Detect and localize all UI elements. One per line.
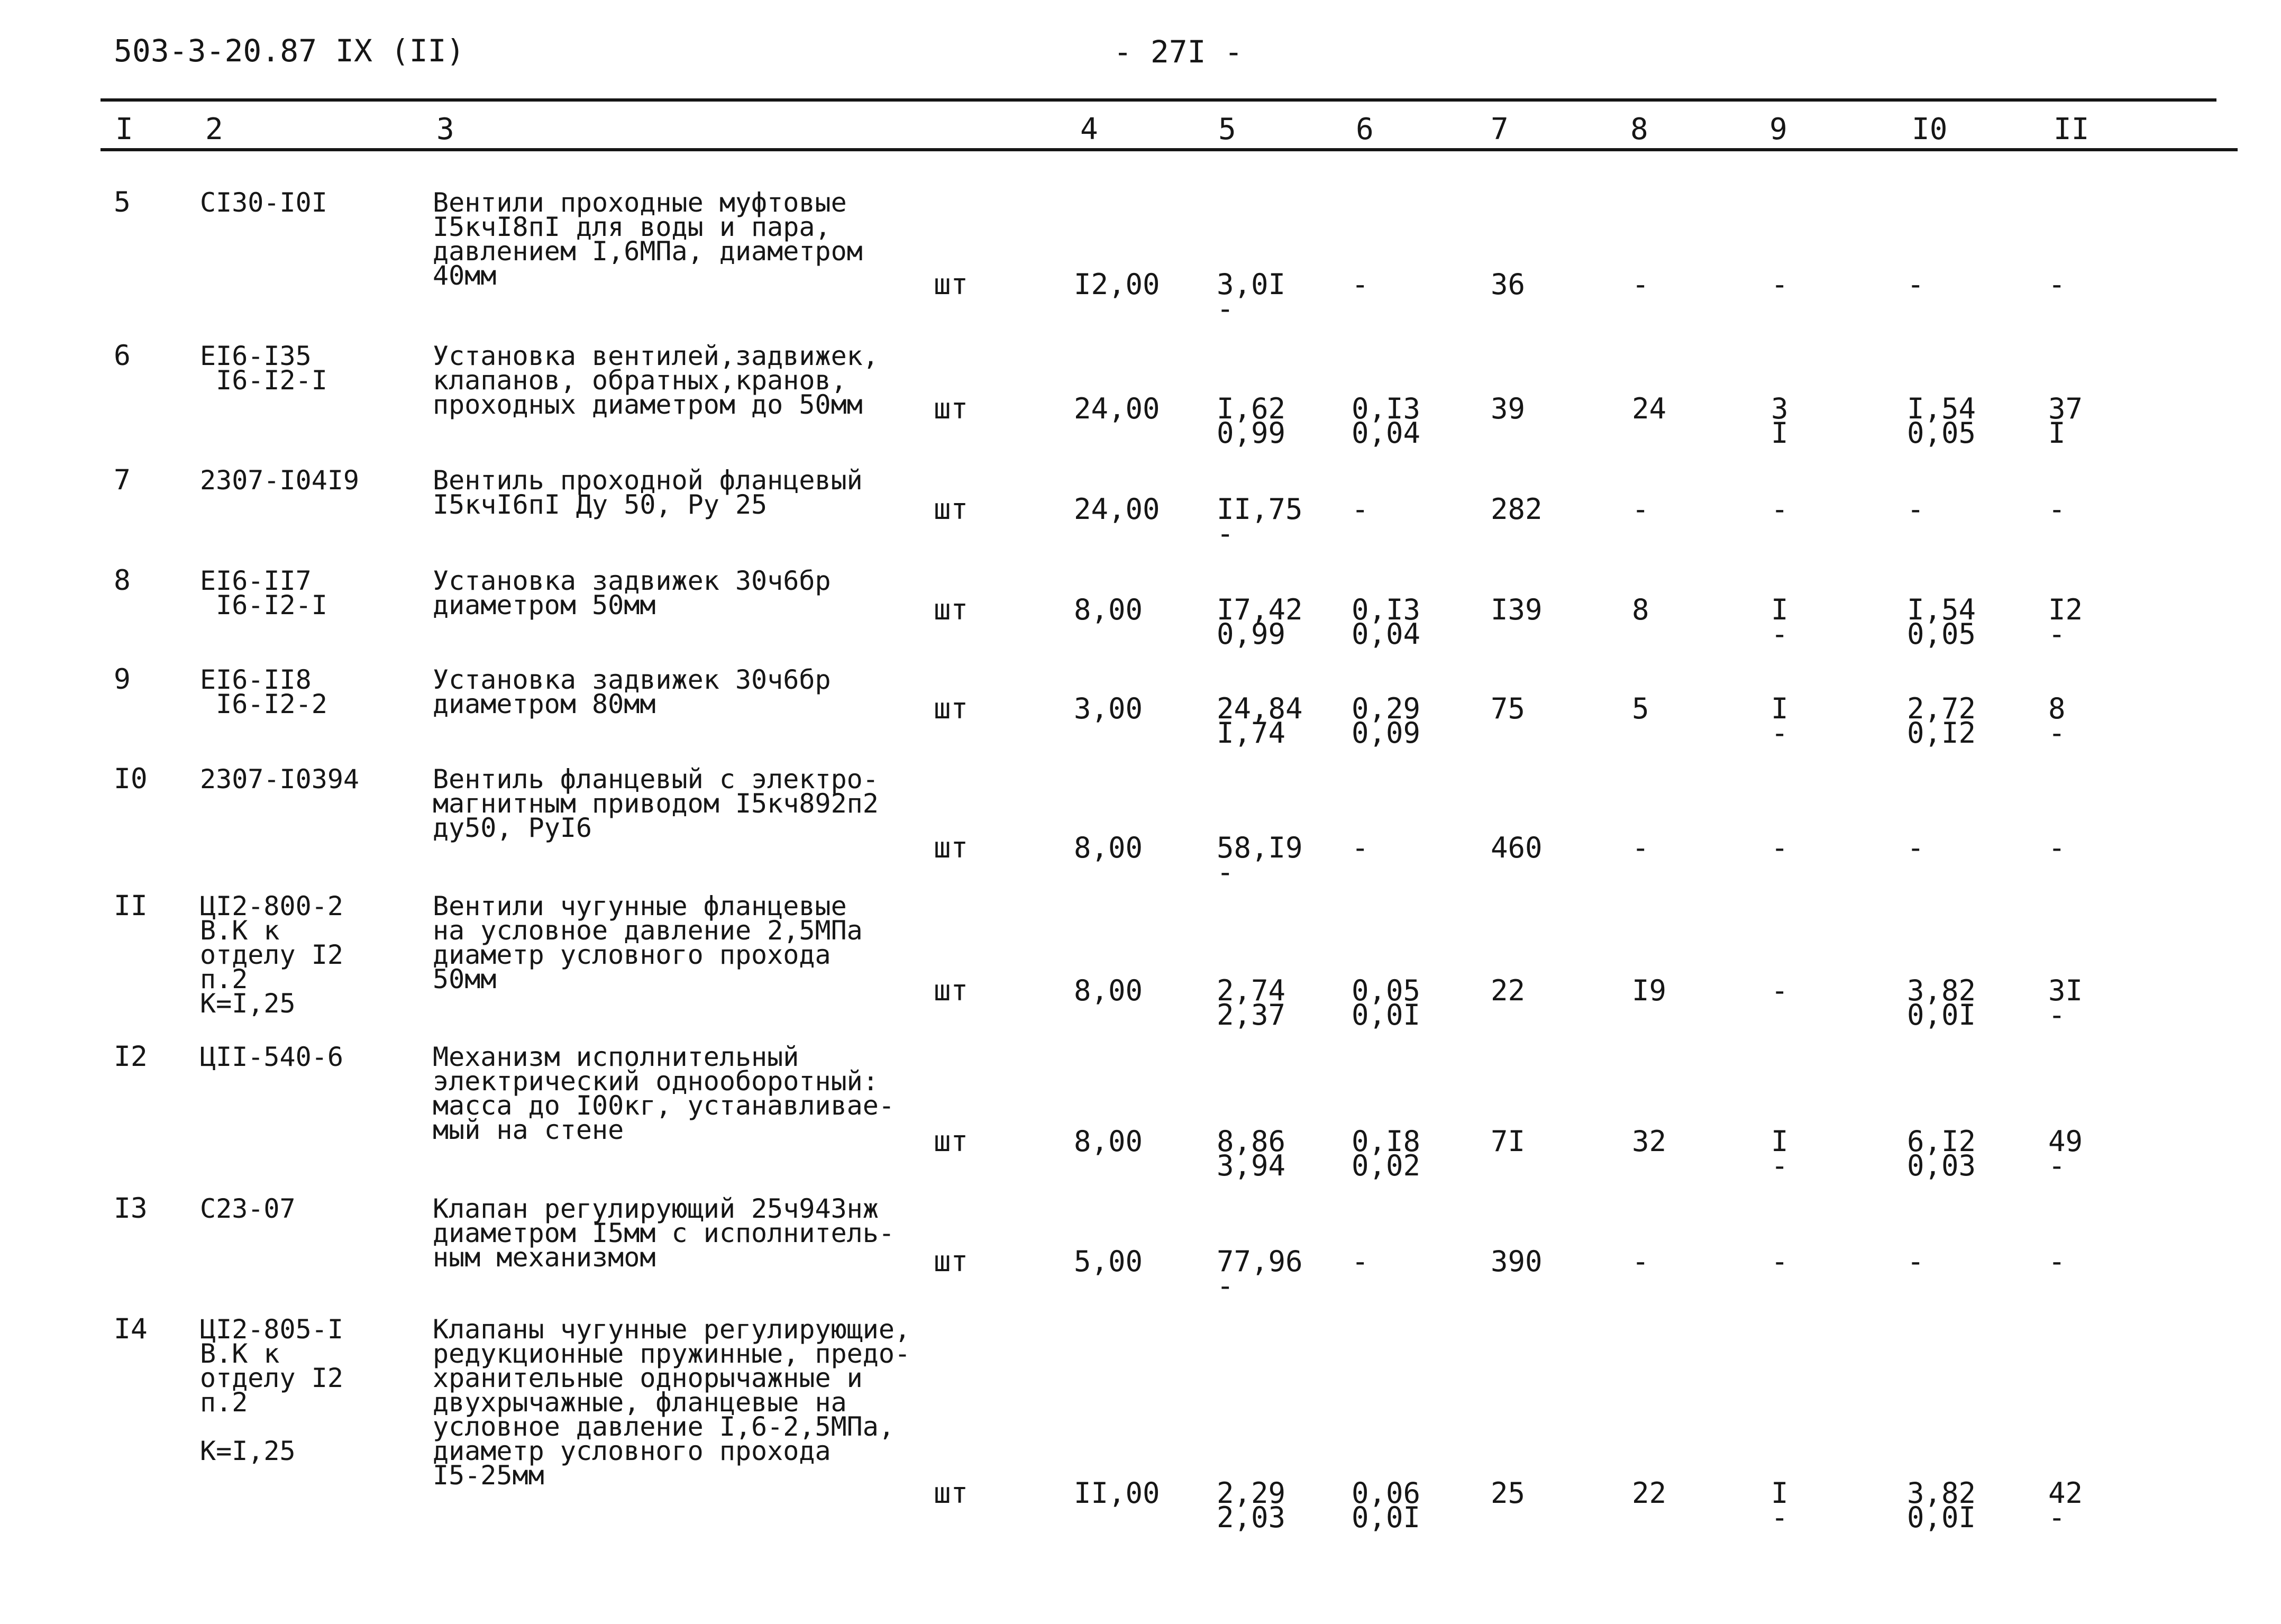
row-number: I0: [114, 763, 148, 795]
col6-cell: 0,06 0,0I: [1352, 1476, 1421, 1534]
col8-cell: -: [1632, 268, 1649, 301]
col6-cell: 0,I3 0,04: [1352, 593, 1421, 651]
col11-cell: -: [2048, 1245, 2066, 1278]
unit-cell: шт: [934, 974, 969, 1007]
rate-code: EI6-I35 I6-I2-I: [200, 341, 327, 396]
quantity-cell: 8,00: [1074, 593, 1143, 626]
col5-cell: 3,0I -: [1217, 268, 1286, 325]
document-code: 503-3-20.87 IX (II): [114, 33, 465, 69]
unit-cell: шт: [934, 593, 969, 626]
rate-code: CI30-I0I: [200, 187, 327, 218]
col5-cell: 77,96 -: [1217, 1245, 1303, 1302]
col10-cell: 6,I2 0,03: [1907, 1125, 1976, 1182]
col-header-3: 3: [436, 112, 454, 147]
col11-cell: -: [2048, 268, 2066, 301]
col6-cell: -: [1352, 831, 1369, 864]
col10-cell: -: [1907, 492, 1924, 526]
col10-cell: -: [1907, 268, 1924, 301]
col10-cell: 3,82 0,0I: [1907, 1476, 1976, 1534]
rate-code: EI6-II7 I6-I2-I: [200, 565, 327, 621]
col5-cell: I7,42 0,99: [1217, 593, 1303, 651]
page-number: - 27I -: [1114, 34, 1243, 70]
col7-cell: 39: [1491, 392, 1526, 425]
col9-cell: I -: [1771, 692, 1789, 750]
col11-cell: -: [2048, 492, 2066, 526]
unit-cell: шт: [934, 492, 969, 526]
col11-cell: 37 I: [2048, 392, 2083, 450]
col8-cell: 5: [1632, 692, 1649, 725]
col7-cell: 7I: [1491, 1125, 1526, 1158]
row-number: I3: [114, 1192, 148, 1225]
row-number: 8: [114, 564, 131, 597]
rate-code: ЦI2-800-2 В.К к отделу I2 п.2 К=I,25: [200, 891, 343, 1019]
col10-cell: -: [1907, 831, 1924, 864]
item-description: Вентили проходные муфтовые I5кчI8пI для воды и пара, давлением I,6МПа, диаметром 40мм: [433, 187, 863, 291]
col6-cell: -: [1352, 268, 1369, 301]
unit-cell: шт: [934, 1245, 969, 1278]
unit-cell: шт: [934, 1476, 969, 1510]
col6-cell: 0,I3 0,04: [1352, 392, 1421, 450]
col5-cell: II,75 -: [1217, 492, 1303, 550]
col11-cell: 3I -: [2048, 974, 2083, 1032]
col5-cell: 2,74 2,37: [1217, 974, 1286, 1032]
row-number: 5: [114, 186, 131, 218]
col5-cell: 24,84 I,74: [1217, 692, 1303, 750]
col9-cell: I -: [1771, 593, 1789, 651]
col6-cell: 0,05 0,0I: [1352, 974, 1421, 1032]
quantity-cell: II,00: [1074, 1476, 1160, 1510]
rate-code: ЦI2-805-I В.К к отделу I2 п.2 К=I,25: [200, 1314, 343, 1466]
col-header-8: 8: [1630, 112, 1648, 147]
row-number: I4: [114, 1313, 148, 1345]
quantity-cell: 8,00: [1074, 974, 1143, 1007]
col9-cell: -: [1771, 492, 1789, 526]
quantity-cell: 3,00: [1074, 692, 1143, 725]
col7-cell: 36: [1491, 268, 1526, 301]
col5-cell: 58,I9 -: [1217, 831, 1303, 889]
col8-cell: -: [1632, 492, 1649, 526]
quantity-cell: 5,00: [1074, 1245, 1143, 1278]
item-description: Установка задвижек 30ч6бр диаметром 80мм: [433, 664, 831, 719]
col5-cell: 8,86 3,94: [1217, 1125, 1286, 1182]
col7-cell: 282: [1491, 492, 1543, 526]
col-header-4: 4: [1080, 112, 1098, 147]
row-number: 6: [114, 340, 131, 372]
col7-cell: I39: [1491, 593, 1543, 626]
item-description: Клапаны чугунные регулирующие, редукционные пружинные, предо- хранительные однорычажные и двухрычажные, фланцевые на условное давление I,6-2,5МПа, диаметр условного прохода I5-25мм: [433, 1314, 911, 1491]
item-description: Вентиль проходной фланцевый I5кчI6пI Ду 50, Ру 25: [433, 465, 863, 520]
col10-cell: I,54 0,05: [1907, 392, 1976, 450]
col11-cell: 49 -: [2048, 1125, 2083, 1182]
row-number: II: [114, 890, 148, 922]
item-description: Механизм исполнительный электрический однооборотный: масса до I00кг, устанавливае- мый на стене: [433, 1042, 895, 1145]
col9-cell: -: [1771, 974, 1789, 1007]
item-description: Вентили чугунные фланцевые на условное давление 2,5МПа диаметр условного прохода 50мм: [433, 891, 863, 995]
quantity-cell: 24,00: [1074, 492, 1160, 526]
unit-cell: шт: [934, 268, 969, 301]
row-number: I2: [114, 1041, 148, 1073]
unit-cell: шт: [934, 831, 969, 864]
col11-cell: -: [2048, 831, 2066, 864]
quantity-cell: 24,00: [1074, 392, 1160, 425]
col8-cell: 22: [1632, 1476, 1667, 1510]
col7-cell: 22: [1491, 974, 1526, 1007]
quantity-cell: 8,00: [1074, 1125, 1143, 1158]
col9-cell: 3 I: [1771, 392, 1789, 450]
col9-cell: I -: [1771, 1476, 1789, 1534]
col-header-7: 7: [1491, 112, 1509, 147]
col-header-11: II: [2054, 112, 2090, 147]
item-description: Вентиль фланцевый с электро- магнитным приводом I5кч892п2 ду50, РуI6: [433, 764, 879, 843]
col7-cell: 25: [1491, 1476, 1526, 1510]
col5-cell: I,62 0,99: [1217, 392, 1286, 450]
col8-cell: -: [1632, 831, 1649, 864]
col7-cell: 390: [1491, 1245, 1543, 1278]
col8-cell: -: [1632, 1245, 1649, 1278]
rate-code: 2307-I0394: [200, 764, 360, 795]
table-header-rule: [101, 148, 2238, 151]
col9-cell: I -: [1771, 1125, 1789, 1182]
col6-cell: -: [1352, 1245, 1369, 1278]
col-header-1: I: [115, 112, 133, 147]
col5-cell: 2,29 2,03: [1217, 1476, 1286, 1534]
rate-code: C23-07: [200, 1193, 296, 1224]
col8-cell: 8: [1632, 593, 1649, 626]
col11-cell: 42 -: [2048, 1476, 2083, 1534]
col6-cell: -: [1352, 492, 1369, 526]
rate-code: ЦII-540-6: [200, 1042, 343, 1072]
col6-cell: 0,I8 0,02: [1352, 1125, 1421, 1182]
col10-cell: 3,82 0,0I: [1907, 974, 1976, 1032]
quantity-cell: I2,00: [1074, 268, 1160, 301]
col10-cell: 2,72 0,I2: [1907, 692, 1976, 750]
unit-cell: шт: [934, 1125, 969, 1158]
col10-cell: I,54 0,05: [1907, 593, 1976, 651]
item-description: Установка задвижек 30ч6бр диаметром 50мм: [433, 565, 831, 621]
col-header-6: 6: [1356, 112, 1374, 147]
col-header-2: 2: [205, 112, 223, 147]
col7-cell: 75: [1491, 692, 1526, 725]
item-description: Клапан регулирующий 25ч943нж диаметром I5мм с исполнитель- ным механизмом: [433, 1193, 895, 1273]
row-number: 9: [114, 663, 131, 696]
col8-cell: 32: [1632, 1125, 1667, 1158]
col-header-10: I0: [1912, 112, 1948, 147]
col9-cell: -: [1771, 268, 1789, 301]
row-number: 7: [114, 464, 131, 496]
col6-cell: 0,29 0,09: [1352, 692, 1421, 750]
col9-cell: -: [1771, 831, 1789, 864]
rate-code: EI6-II8 I6-I2-2: [200, 664, 327, 719]
col10-cell: -: [1907, 1245, 1924, 1278]
quantity-cell: 8,00: [1074, 831, 1143, 864]
unit-cell: шт: [934, 692, 969, 725]
col8-cell: I9: [1632, 974, 1667, 1007]
item-description: Установка вентилей,задвижек, клапанов, обратных,кранов, проходных диаметром до 50мм: [433, 341, 879, 420]
col11-cell: 8 -: [2048, 692, 2066, 750]
col8-cell: 24: [1632, 392, 1667, 425]
unit-cell: шт: [934, 392, 969, 425]
col-header-5: 5: [1218, 112, 1236, 147]
col11-cell: I2 -: [2048, 593, 2083, 651]
rate-code: 2307-I04I9: [200, 465, 360, 496]
table-top-rule: [101, 98, 2216, 102]
col-header-9: 9: [1769, 112, 1787, 147]
col7-cell: 460: [1491, 831, 1543, 864]
col9-cell: -: [1771, 1245, 1789, 1278]
